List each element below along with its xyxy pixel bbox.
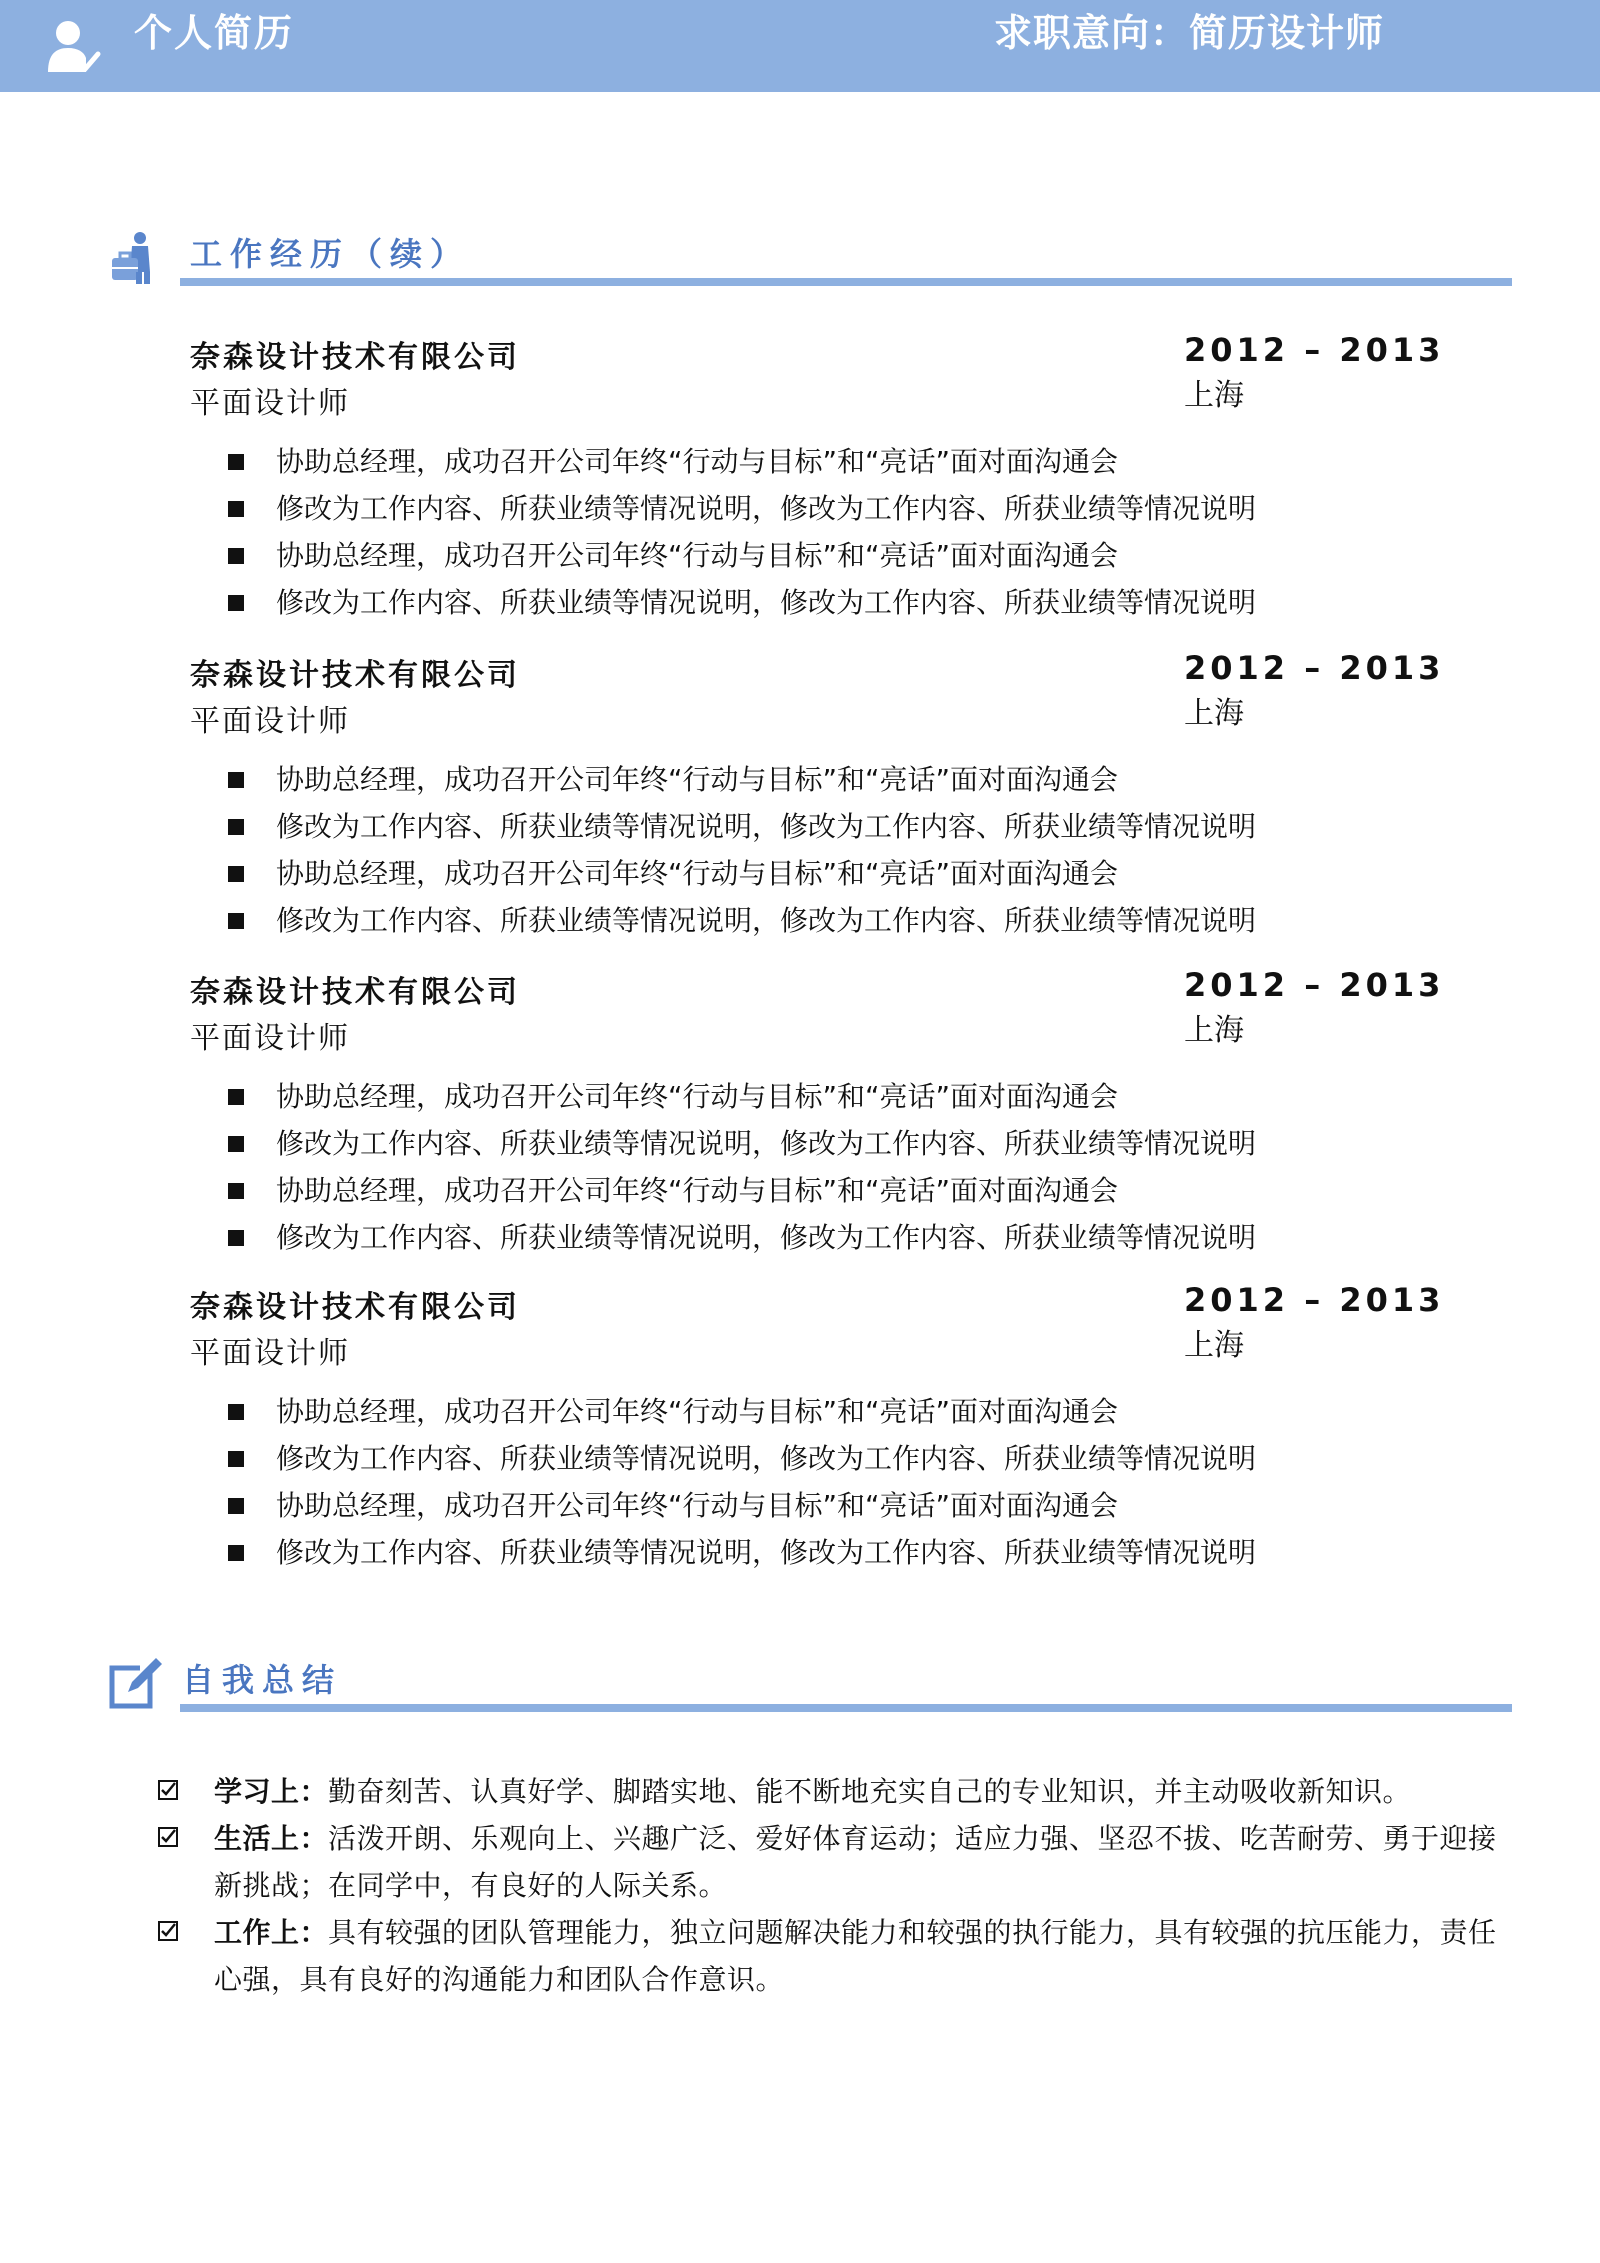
checkbox-checked-icon	[158, 1921, 178, 1941]
square-bullet-icon	[228, 548, 244, 564]
square-bullet-icon	[228, 1230, 244, 1246]
bullet-item	[228, 438, 1256, 485]
bullet-item	[228, 1388, 1256, 1435]
square-bullet-icon	[228, 819, 244, 835]
bullet-item	[228, 756, 1256, 803]
square-bullet-icon	[228, 1136, 244, 1152]
section-divider	[180, 278, 1512, 286]
header-bar	[0, 0, 1600, 92]
job-bullets	[228, 1073, 1256, 1261]
summary-label: 学习上：	[214, 1775, 329, 1808]
job-entry	[190, 1281, 1445, 1588]
job-city: 上海	[1184, 1013, 1244, 1048]
bullet-text: 修改为工作内容、所获业绩等情况说明，修改为工作内容、所获业绩等情况说明	[276, 492, 1257, 525]
job-period: 2012 – 2013	[1184, 331, 1445, 369]
square-bullet-icon	[228, 1183, 244, 1199]
section-divider	[180, 1704, 1512, 1712]
square-bullet-icon	[228, 595, 244, 611]
checkbox-checked-icon	[158, 1780, 178, 1800]
job-city: 上海	[1184, 378, 1244, 413]
summary-text	[214, 1909, 1498, 2003]
user-check-icon	[44, 16, 102, 74]
summary-section-title: 自我总结	[182, 1661, 343, 1699]
job-city: 上海	[1184, 696, 1244, 731]
bullet-text: 协助总经理，成功召开公司年终“行动与目标”和“亮话”面对面沟通会	[276, 1395, 1119, 1428]
bullet-text: 修改为工作内容、所获业绩等情况说明，修改为工作内容、所获业绩等情况说明	[276, 810, 1257, 843]
job-bullets	[228, 756, 1256, 944]
summary-body: 活泼开朗、乐观向上、兴趣广泛、爱好体育运动；适应力强、坚忍不拔、吃苦耐劳、勇于迎接新挑战；在同学中，有良好的人际关系。	[214, 1822, 1497, 1902]
bullet-item	[228, 532, 1256, 579]
job-city: 上海	[1184, 1328, 1244, 1363]
summary-list	[158, 1768, 1498, 2003]
job-intent-value: 简历设计师	[1188, 11, 1384, 55]
bullet-text: 修改为工作内容、所获业绩等情况说明，修改为工作内容、所获业绩等情况说明	[276, 1536, 1257, 1569]
bullet-item	[228, 1214, 1256, 1261]
summary-item	[158, 1768, 1498, 1815]
company-name: 奈森设计技术有限公司	[190, 975, 520, 1010]
job-role: 平面设计师	[190, 386, 350, 421]
square-bullet-icon	[228, 1089, 244, 1105]
bullet-text: 协助总经理，成功召开公司年终“行动与目标”和“亮话”面对面沟通会	[276, 1489, 1119, 1522]
job-bullets	[228, 438, 1256, 626]
bullet-item	[228, 803, 1256, 850]
bullet-item	[228, 850, 1256, 897]
work-section-header	[106, 228, 1512, 288]
bullet-text: 协助总经理，成功召开公司年终“行动与目标”和“亮话”面对面沟通会	[276, 1174, 1119, 1207]
job-period: 2012 – 2013	[1184, 1281, 1445, 1319]
square-bullet-icon	[228, 1451, 244, 1467]
job-entry	[190, 649, 1445, 956]
company-name: 奈森设计技术有限公司	[190, 1290, 520, 1325]
bullet-item	[228, 1120, 1256, 1167]
company-name: 奈森设计技术有限公司	[190, 658, 520, 693]
square-bullet-icon	[228, 772, 244, 788]
bullet-item	[228, 485, 1256, 532]
summary-body: 具有较强的团队管理能力，独立问题解决能力和较强的执行能力，具有较强的抗压能力，责任心强，具有良好的沟通能力和团队合作意识。	[214, 1916, 1497, 1996]
briefcase-person-icon	[106, 228, 166, 288]
bullet-item	[228, 1482, 1256, 1529]
square-bullet-icon	[228, 1498, 244, 1514]
checkbox-checked-icon	[158, 1827, 178, 1847]
summary-label: 工作上：	[214, 1916, 329, 1949]
bullet-text: 协助总经理，成功召开公司年终“行动与目标”和“亮话”面对面沟通会	[276, 857, 1119, 890]
bullet-text: 修改为工作内容、所获业绩等情况说明，修改为工作内容、所获业绩等情况说明	[276, 1442, 1257, 1475]
bullet-text: 协助总经理，成功召开公司年终“行动与目标”和“亮话”面对面沟通会	[276, 445, 1119, 478]
summary-item	[158, 1815, 1498, 1909]
job-intent-label: 求职意向：	[993, 11, 1189, 55]
bullet-item	[228, 1435, 1256, 1482]
job-role: 平面设计师	[190, 1336, 350, 1371]
bullet-text: 协助总经理，成功召开公司年终“行动与目标”和“亮话”面对面沟通会	[276, 539, 1119, 572]
bullet-text: 修改为工作内容、所获业绩等情况说明，修改为工作内容、所获业绩等情况说明	[276, 1127, 1257, 1160]
summary-text	[214, 1768, 1498, 1815]
summary-section-header	[106, 1654, 1512, 1714]
bullet-text: 修改为工作内容、所获业绩等情况说明，修改为工作内容、所获业绩等情况说明	[276, 586, 1257, 619]
bullet-item	[228, 579, 1256, 626]
bullet-item	[228, 1529, 1256, 1576]
job-entry	[190, 966, 1445, 1273]
square-bullet-icon	[228, 913, 244, 929]
square-bullet-icon	[228, 1404, 244, 1420]
company-name: 奈森设计技术有限公司	[190, 340, 520, 375]
job-role: 平面设计师	[190, 704, 350, 739]
bullet-item	[228, 1073, 1256, 1120]
work-section-title: 工作经历（续）	[190, 235, 471, 273]
job-role: 平面设计师	[190, 1021, 350, 1056]
bullet-text: 修改为工作内容、所获业绩等情况说明，修改为工作内容、所获业绩等情况说明	[276, 904, 1257, 937]
square-bullet-icon	[228, 501, 244, 517]
bullet-text: 协助总经理，成功召开公司年终“行动与目标”和“亮话”面对面沟通会	[276, 1080, 1119, 1113]
square-bullet-icon	[228, 454, 244, 470]
summary-text	[214, 1815, 1498, 1909]
job-period: 2012 – 2013	[1184, 649, 1445, 687]
document-title: 个人简历	[134, 11, 295, 55]
summary-label: 生活上：	[214, 1822, 329, 1855]
square-bullet-icon	[228, 866, 244, 882]
job-entry	[190, 331, 1445, 638]
bullet-item	[228, 1167, 1256, 1214]
bullet-text: 修改为工作内容、所获业绩等情况说明，修改为工作内容、所获业绩等情况说明	[276, 1221, 1257, 1254]
summary-item	[158, 1909, 1498, 2003]
edit-note-icon	[106, 1654, 166, 1714]
job-intent	[994, 8, 1384, 58]
bullet-item	[228, 897, 1256, 944]
bullet-text: 协助总经理，成功召开公司年终“行动与目标”和“亮话”面对面沟通会	[276, 763, 1119, 796]
job-period: 2012 – 2013	[1184, 966, 1445, 1004]
square-bullet-icon	[228, 1545, 244, 1561]
summary-body: 勤奋刻苦、认真好学、脚踏实地、能不断地充实自己的专业知识，并主动吸收新知识。	[328, 1775, 1412, 1808]
job-bullets	[228, 1388, 1256, 1576]
